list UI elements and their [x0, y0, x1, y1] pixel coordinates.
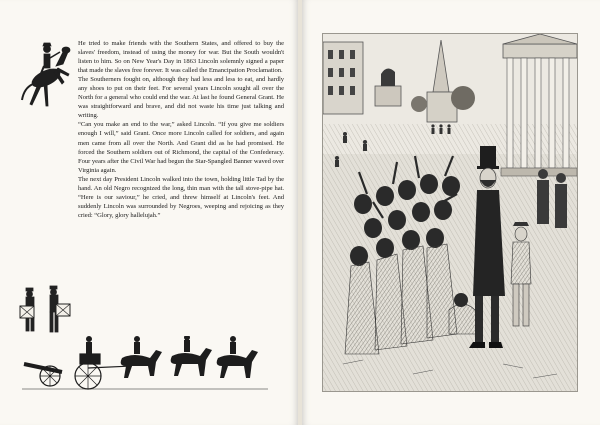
horseman-illustration — [16, 26, 76, 118]
story-text — [78, 39, 284, 220]
paragraph-2: The Southerners fought on, although they had less and less to eat, and hardly any shoes to put on their feet. For several years Lincoln sought all over the North for a general who could end the war. At last he found General Grant. He was straightforward and brave, and did not waste his time just talking and writing. — [78, 76, 284, 120]
drummer-soldiers-illustration — [18, 282, 74, 336]
cannon-procession-illustration — [22, 336, 268, 392]
paragraph-3: “Can you make an end to the war,” asked Lincoln. “If you give me soldiers enough I will,” said Grant. Once more Lincoln called for soldiers, and again men came from all over the North. And Grant did as he had promised. He forced the Southern soldiers out of Richmond, the capital of the Confederacy. Four years after the Civil War had begun the Star-Spangled Banner waved over Virginia again. — [78, 121, 284, 174]
lincoln-richmond-plate — [322, 33, 578, 392]
paragraph-1: He tried to make friends with the Southern States, and offered to buy the slaves' freedom, instead of using the money for war. But the South wouldn't listen to him. So on New Year's Day in 1863 Lincoln solemnly signed a paper that made the slaves free forever. It was called the Emancipation Proclamation. — [78, 40, 284, 75]
left-page — [0, 0, 298, 425]
paragraph-4: The next day President Lincoln walked into the town, holding little Tad by the hand. An old Negro recognized the long, thin man with the tall stove-pipe hat. “Here is our saviour,” he cried, and threw himself at Lincoln's feet. And suddenly Lincoln was surrounded by Negroes, weeping and rejoicing as they cried: “Glory, glory hallelujah.” — [78, 175, 284, 219]
